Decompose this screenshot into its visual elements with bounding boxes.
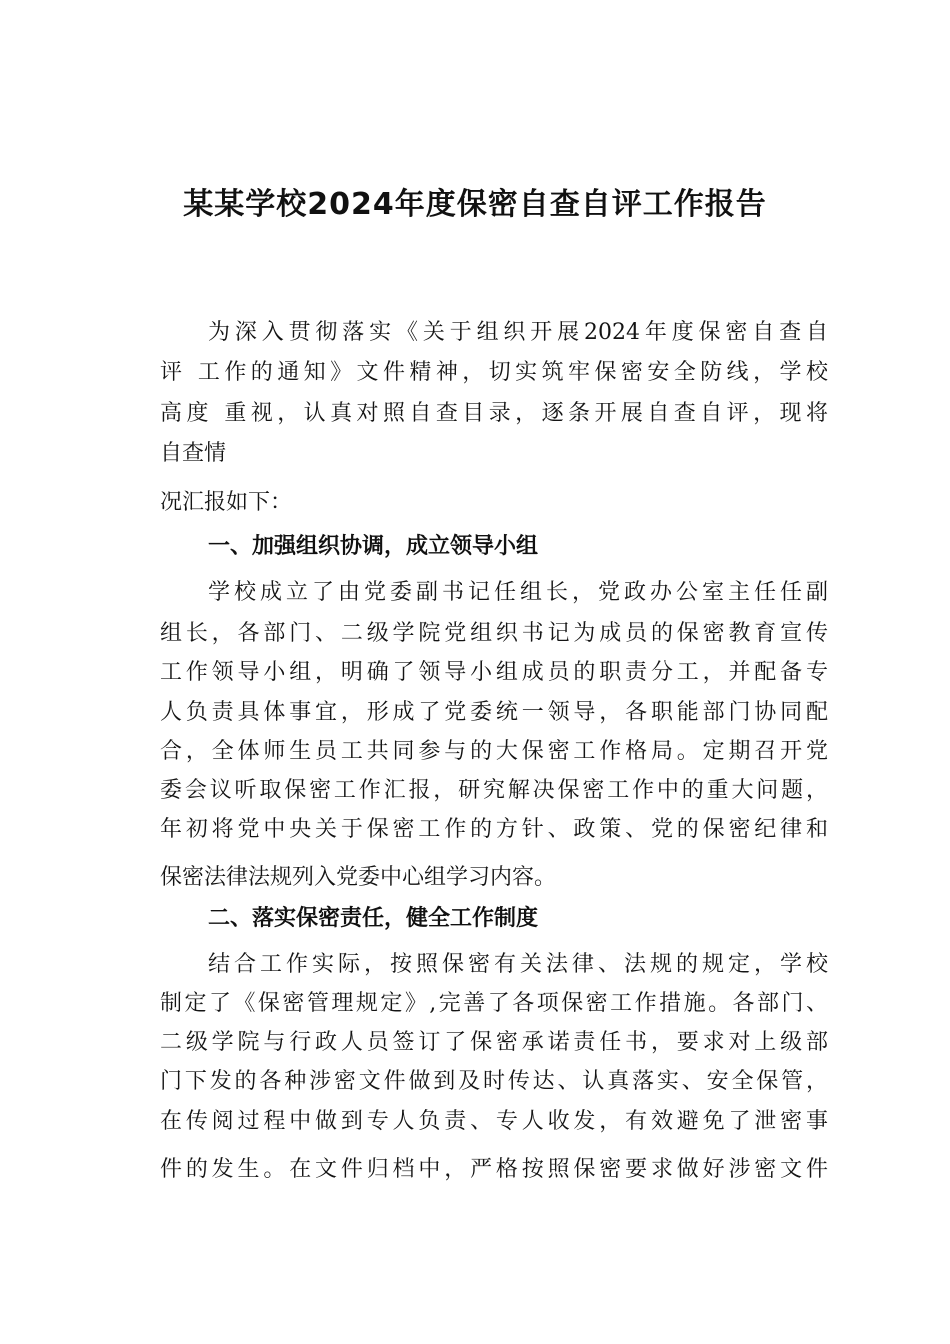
paragraph-line: 门下发的各种涉密文件做到及时传达、认真落实、安全保管， [160, 1069, 828, 1094]
paragraph-line: 二级学院与行政人员签订了保密承诺责任书，要求对上级部 [160, 1030, 828, 1055]
paragraph-line: 工作领导小组，明确了领导小组成员的职责分工，并配备专 [160, 660, 828, 685]
paragraph-line: 学校成立了由党委副书记任组长，党政办公室主任任副 [208, 580, 828, 605]
document-title: 某某学校2024年度保密自查自评工作报告 [183, 187, 767, 222]
paragraph-line: 在传阅过程中做到专人负责、专人收发，有效避免了泄密事 [160, 1109, 828, 1134]
paragraph-line: 保密法律法规列入党委中心组学习内容。 [160, 865, 557, 890]
intro-line: 况汇报如下： [160, 490, 293, 515]
intro-line: 高度 重视，认真对照自查目录，逐条开展自查自评，现将 [160, 401, 828, 426]
section-heading: 一、加强组织协调，成立领导小组 [208, 534, 539, 559]
paragraph-line: 件的发生。在文件归档中，严格按照保密要求做好涉密文件 [160, 1157, 828, 1182]
paragraph-line: 委会议听取保密工作汇报，研究解决保密工作中的重大问题， [160, 778, 828, 803]
paragraph-line: 结合工作实际，按照保密有关法律、法规的规定，学校 [208, 952, 828, 977]
paragraph-line: 合，全体师生员工共同参与的大保密工作格局。定期召开党 [160, 739, 828, 764]
intro-line: 为深入贯彻落实《关于组织开展2024年度保密自查自 [208, 320, 828, 345]
paragraph-line: 人负责具体事宜，形成了党委统一领导，各职能部门协同配 [160, 700, 828, 725]
intro-line: 评 工作的通知》文件精神，切实筑牢保密安全防线，学校 [160, 360, 828, 385]
section-heading: 二、落实保密责任，健全工作制度 [208, 906, 539, 931]
intro-line: 自查情 [160, 441, 227, 466]
paragraph-line: 制定了《保密管理规定》,完善了各项保密工作措施。各部门、 [160, 991, 828, 1016]
paragraph-line: 组长，各部门、二级学院党组织书记为成员的保密教育宣传 [160, 621, 828, 646]
paragraph-line: 年初将党中央关于保密工作的方针、政策、党的保密纪律和 [160, 817, 828, 842]
